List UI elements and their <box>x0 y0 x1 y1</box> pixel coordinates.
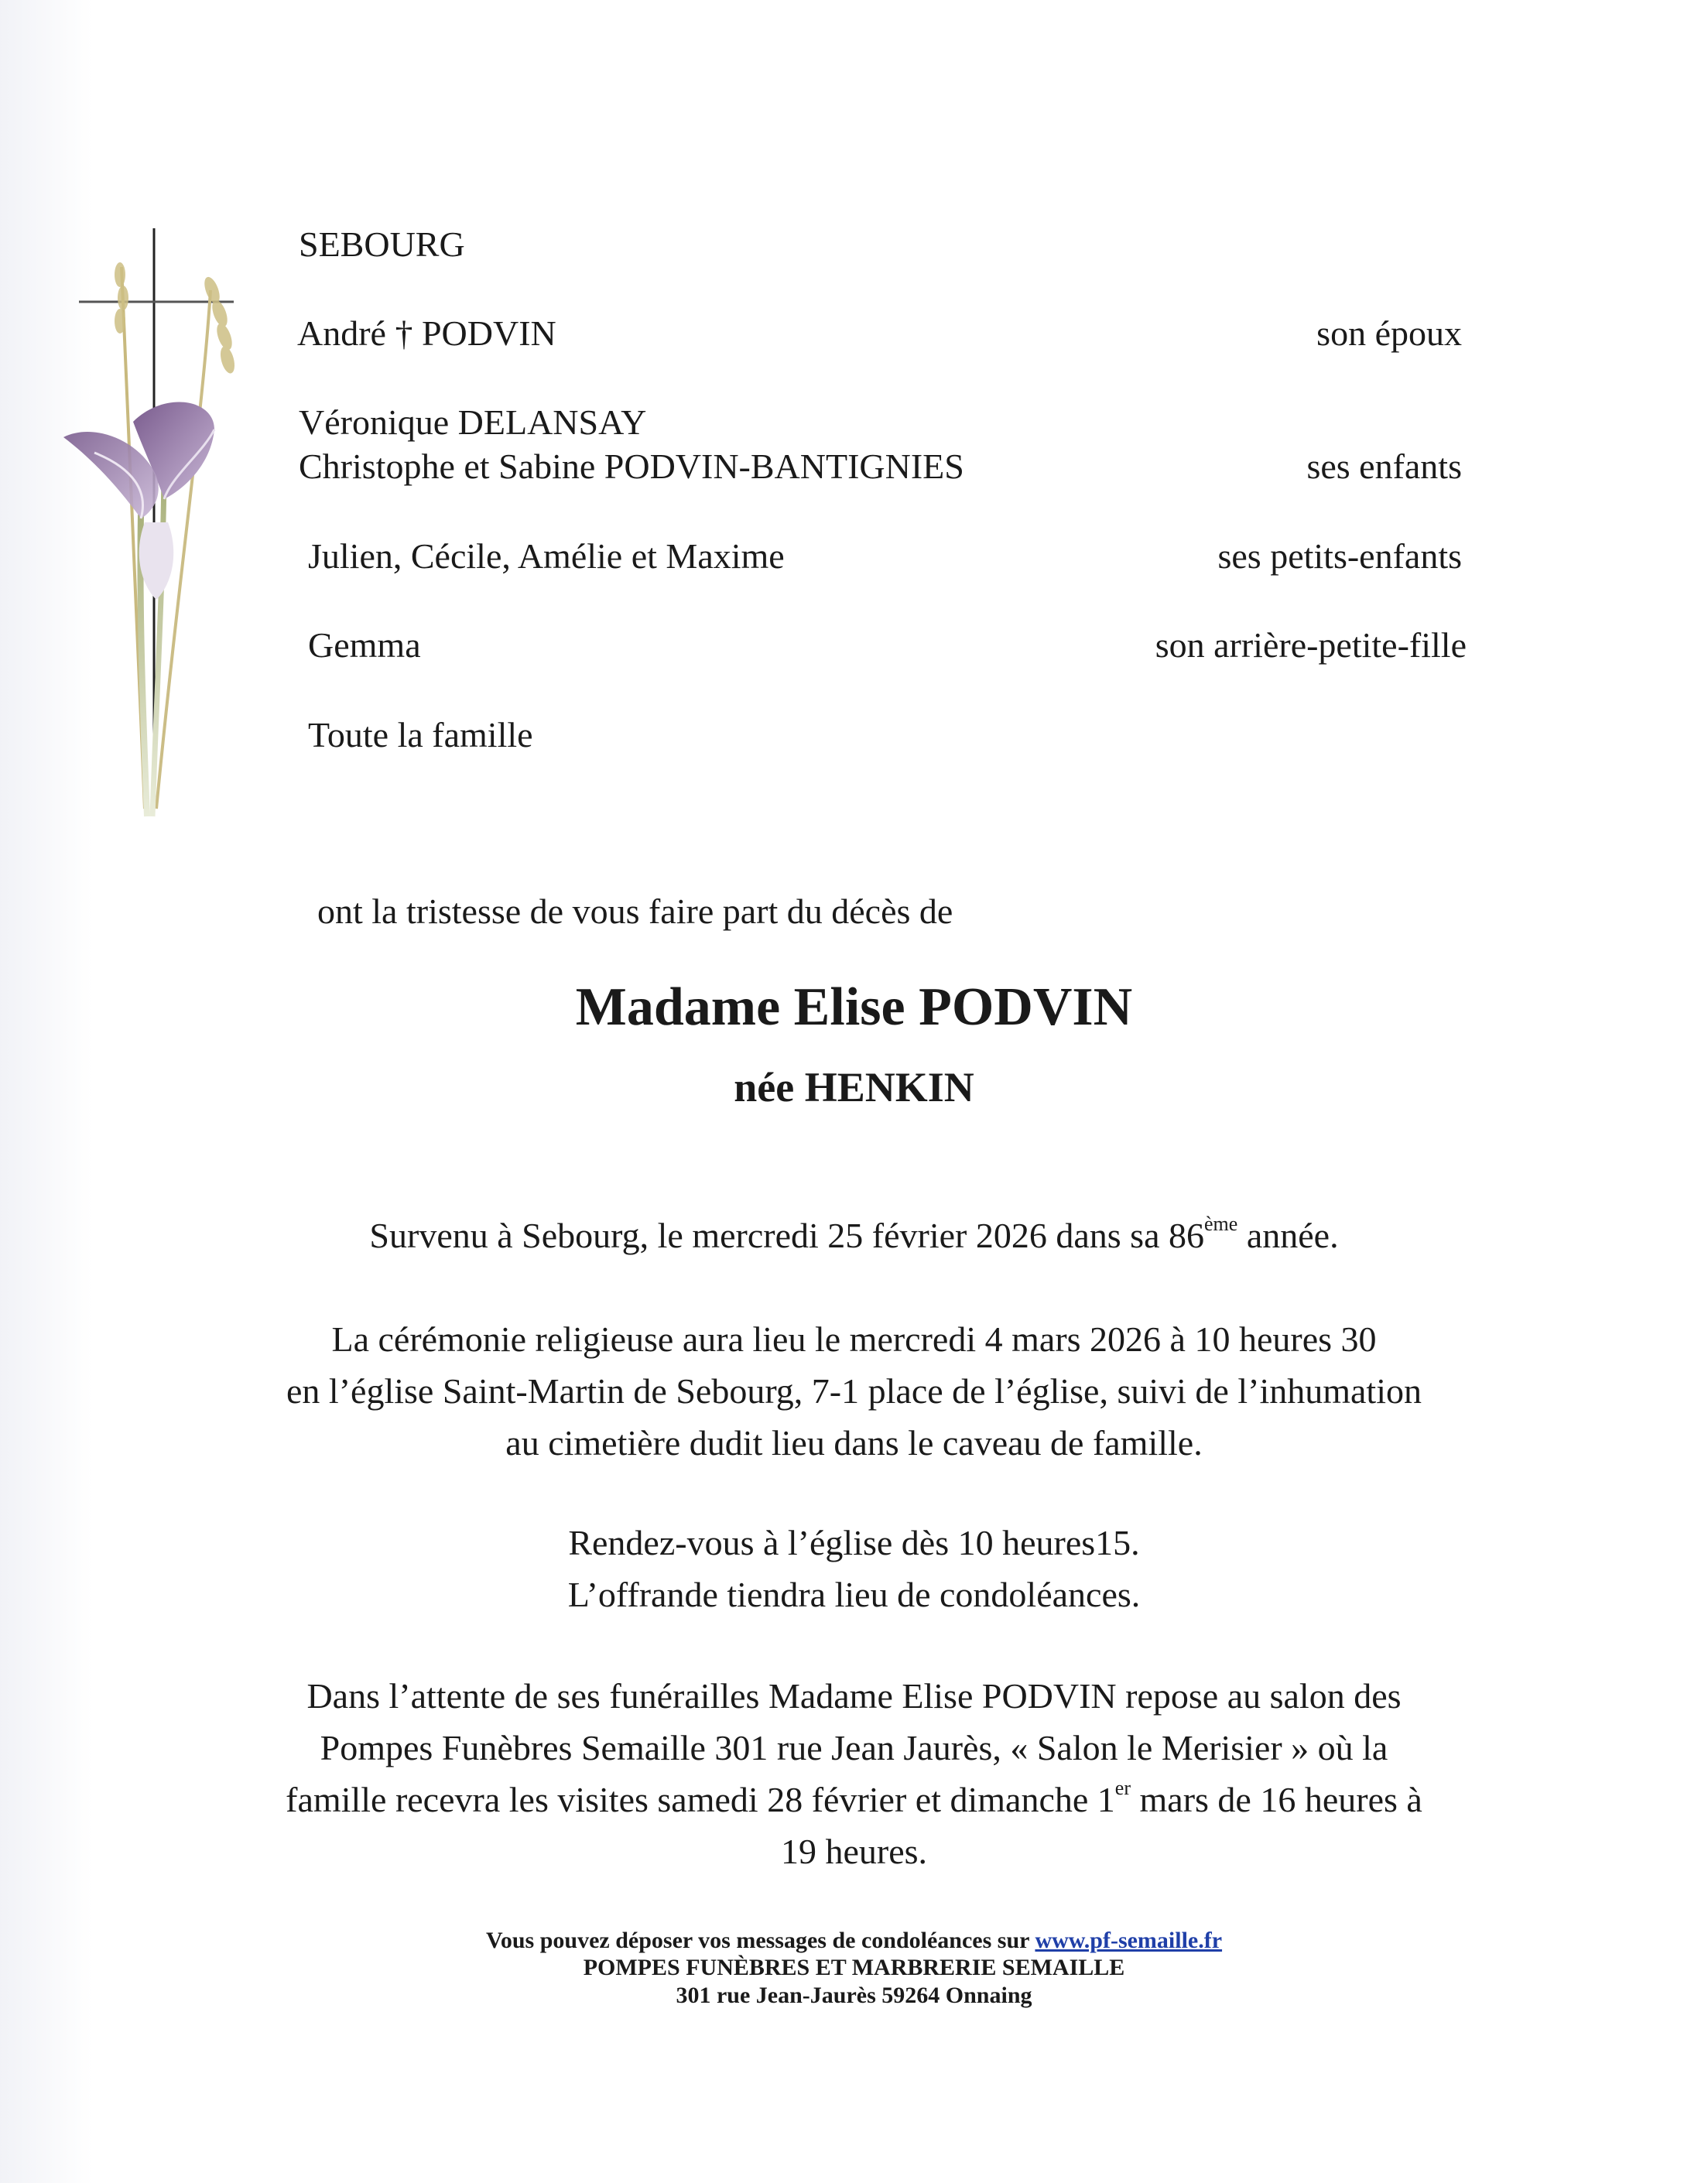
ceremony-line: La cérémonie religieuse aura lieu le mercredi 4 mars 2026 à 10 heures 30 <box>331 1319 1377 1359</box>
deceased-name: Madame Elise PODVIN <box>575 977 1133 1037</box>
visits-line-text: famille recevra les visites samedi 28 février et dimanche 1 <box>286 1780 1115 1819</box>
meeting-line: L’offrande tiendra lieu de condoléances. <box>567 1575 1141 1614</box>
visits-line <box>0 1774 1708 1825</box>
ceremony-line: au cimetière dudit lieu dans le caveau de famille. <box>505 1423 1203 1463</box>
child-name: Véronique DELANSAY <box>299 402 647 442</box>
funeral-home-footer <box>0 1927 1708 2009</box>
announcement-text: ont la tristesse de vous faire part du décès de <box>317 891 953 931</box>
death-notice <box>0 1215 1708 1256</box>
grandchildren-names: Julien, Cécile, Amélie et Maxime <box>308 536 785 576</box>
town-name: SEBOURG <box>299 224 465 264</box>
child-name: Christophe et Sabine PODVIN-BANTIGNIES <box>299 447 964 486</box>
visits-line: Dans l’attente de ses funérailles Madame Elise PODVIN repose au salon des <box>306 1676 1402 1716</box>
company-name: POMPES FUNÈBRES ET MARBRERIE SEMAILLE <box>583 1955 1125 1981</box>
ceremony-paragraph <box>0 1313 1708 1469</box>
ordinal-suffix: er <box>1114 1777 1131 1799</box>
spouse-name: André † PODVIN <box>297 313 556 353</box>
maiden-name: née HENKIN <box>734 1064 974 1110</box>
condolences-line <box>0 1927 1708 1954</box>
cross-lily-emblem <box>48 221 257 824</box>
visits-line-text-end: mars de 16 heures à <box>1131 1780 1422 1819</box>
ceremony-line: en l’église Saint-Martin de Sebourg, 7-1 place de l’église, suivi de l’inhumation <box>286 1371 1422 1411</box>
death-notice-text: Survenu à Sebourg, le mercredi 25 février 2026 dans sa 86 <box>369 1216 1204 1255</box>
visits-line: Pompes Funèbres Semaille 301 rue Jean Jaurès, « Salon le Merisier » où la <box>320 1728 1388 1767</box>
meeting-line: Rendez-vous à l’église dès 10 heures15. <box>568 1523 1140 1562</box>
company-address: 301 rue Jean-Jaurès 59264 Onnaing <box>676 1982 1032 2008</box>
grandchildren-relation: ses petits-enfants <box>1217 536 1462 576</box>
whole-family: Toute la famille <box>308 715 533 754</box>
great-grandchild-name: Gemma <box>308 625 421 665</box>
spouse-relation: son époux <box>1316 313 1462 353</box>
condolences-text: Vous pouvez déposer vos messages de condoléances sur <box>485 1928 1035 1953</box>
meeting-paragraph <box>0 1517 1708 1620</box>
visits-line: 19 heures. <box>780 1832 928 1871</box>
death-notice-text-end: année. <box>1237 1216 1339 1255</box>
ordinal-suffix: ème <box>1204 1213 1238 1235</box>
children-relation: ses enfants <box>1306 447 1462 486</box>
great-grandchild-relation: son arrière-petite-fille <box>1155 625 1467 665</box>
website-link[interactable]: www.pf-semaille.fr <box>1035 1928 1223 1953</box>
visits-paragraph <box>0 1670 1708 1877</box>
